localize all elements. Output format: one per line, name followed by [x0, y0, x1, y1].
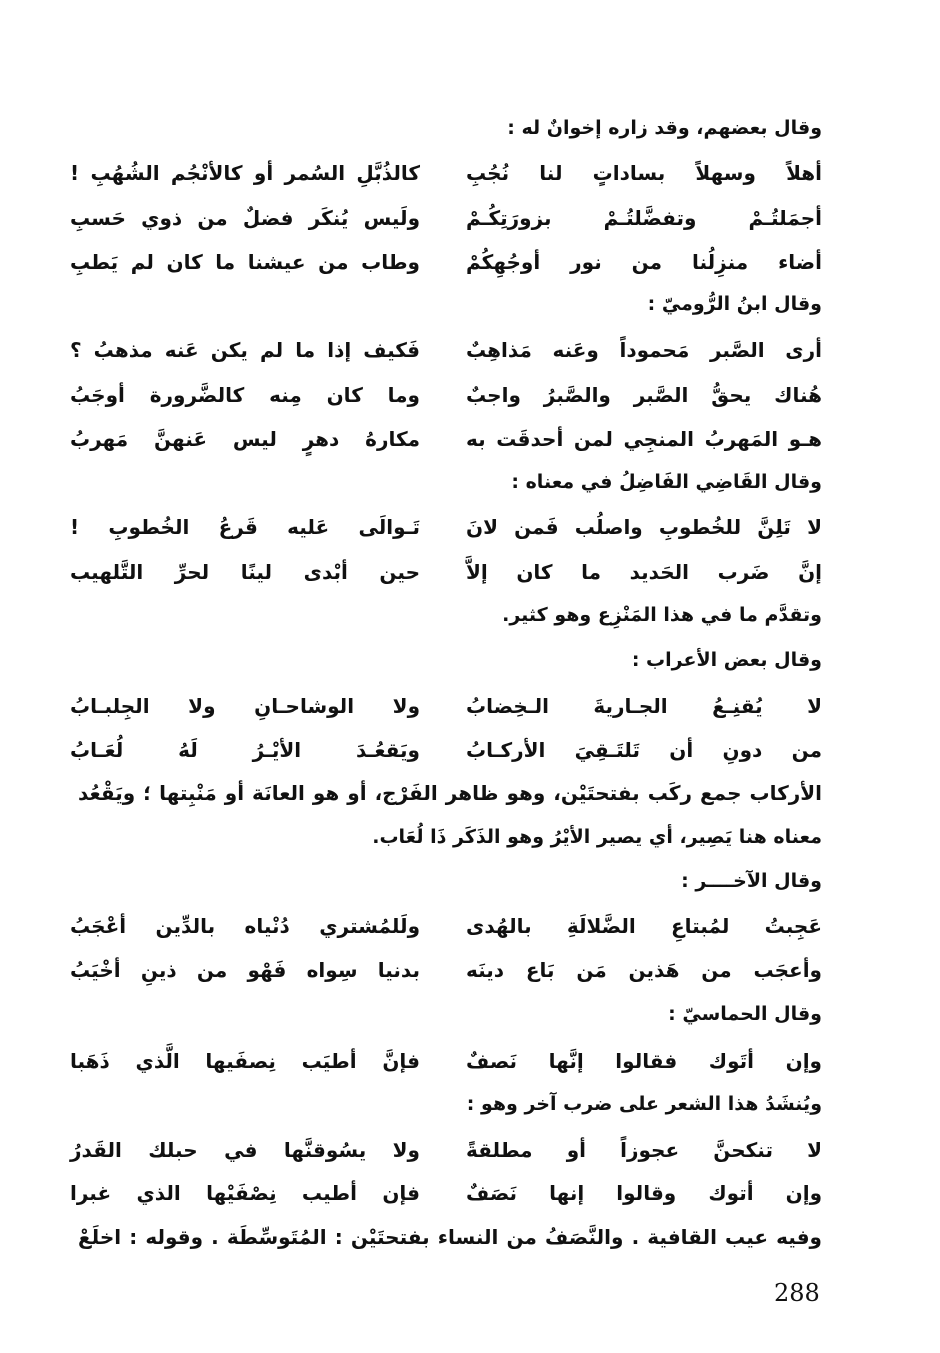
verse-hemistich-first: أجمَلتُـمْ وتفضَّلتُـمْ بزورَتِكُـمْ [466, 206, 822, 230]
verse-hemistich-first: وإن أتَوك فقالوا إنَّها نَصفٌ [466, 1049, 822, 1073]
prose-line: وقال بعض الأعراب : [631, 649, 822, 671]
verse-hemistich-first: هُناك يحقُّ الصَّبر والصَّبرُ واجبٌ [466, 383, 822, 407]
verse-hemistich-first: إنَّ ضَرب الحَديد ما كان إلاَّ [466, 560, 822, 584]
verse-hemistich-first: لا يُقنِـعُ الجـاريةَ الـخِضابُ [466, 694, 822, 718]
verse-hemistich-first: لا تَلِنَّ للخُطوبِ واصلُب فَمن لانَ [466, 515, 822, 539]
verse-hemistich-second: ولَلمُشتري دُنْياه بالدِّين أعْجَبُ [70, 914, 420, 938]
verse-hemistich-second: ولا يسُوقنَّها في حبلك القَدرُ [70, 1138, 420, 1162]
verse-hemistich-second: فإن أطيب نِصْفَيْها الذي غبرا [70, 1181, 420, 1205]
verse-hemistich-second: كالذُبَّلِ السُمر أو كالأنْجُم الشُهُبِ ! [70, 161, 420, 185]
verse-hemistich-second: وطاب من عيشنا ما كان لم يَطبِ [70, 250, 420, 274]
prose-line: ويُنشَدُ هذا الشعر على ضرب آخر وهو : [466, 1093, 822, 1115]
verse-hemistich-first: من دونِ أن تَلتَـقِيَ الأركـابُ [466, 738, 822, 762]
verse-hemistich-first: لا تنكحنَّ عجوزاً أو مطلقةً [466, 1138, 822, 1162]
prose-line: وقال الآخــــر : [681, 870, 822, 892]
verse-hemistich-second: مكارهُ دهرٍ ليس عَنهنَّ مَهربُ [70, 427, 420, 451]
prose-line: معناه هنا يَصِير، أي يصير الأيْرُ وهو الذَكَر ذَا لُعَاب. [372, 826, 822, 848]
prose-line: وقال القَاضِي الفَاضِلُ في معناه : [511, 471, 822, 493]
verse-hemistich-second: حين أبْدى لينًا لحرِّ التَّلهيب [70, 560, 420, 584]
verse-hemistich-first: وإن أتوك وقالوا إنها نَصَفٌ [466, 1181, 822, 1205]
verse-hemistich-second: وما كان مِنه كالضَّرورة أوجَبُ [70, 383, 420, 407]
verse-hemistich-first: أهلاً وسهلاً بساداتٍ لنا نُجُبِ [466, 161, 822, 185]
prose-line-full: وفيه عيب القافية . والنَّصَفُ من النساء بفتحتَيْن : المُتَوسِّطَة . وقوله : اخلَعْ [78, 1225, 822, 1249]
verse-hemistich-first: أرى الصَّبر مَحموداً وعَنه مَذاهِبٌ [466, 338, 822, 362]
prose-line: وقال الحماسيّ : [668, 1003, 822, 1025]
verse-hemistich-second: ولا الوشاحـانِ ولا الجِلبـابُ [70, 694, 420, 718]
prose-line: وقال ابنُ الرُّوميّ : [647, 293, 822, 315]
prose-line: وتقدَّم ما في هذا المَنْزِع وهو كثير. [502, 604, 822, 626]
verse-hemistich-first: وأعجَب من هَذين مَن بَاع دينَه [466, 958, 822, 982]
verse-hemistich-second: فإنَّ أطيَب نِصفَيها الَّذي ذَهَبا [70, 1049, 420, 1073]
verse-hemistich-second: فَكيف إذا ما لم يكن عَنه مذهبُ ؟ [70, 338, 420, 362]
verse-hemistich-first: عَجِبتُ لمُبتاعِ الضَّلالَةِ بالهُدى [466, 914, 822, 938]
verse-hemistich-first: أضاء منزِلُنا من نور أوجُهِكُمْ [466, 250, 822, 274]
page-number: 288 [774, 1279, 820, 1307]
prose-line-full: الأركاب جمع ركَب بفتحتَيْن، وهو ظاهر الفَرْج، أو هو العانَة أو مَنْبِتها ؛ ويَقْعُد [78, 781, 822, 805]
verse-hemistich-second: بدنيا سِواه فَهْو من ذينِ أخْيَبُ [70, 958, 420, 982]
verse-hemistich-first: هـو المَهربُ المنجِي لمن أحدقَت به [466, 427, 822, 451]
verse-hemistich-second: تَـوالَى عَليه قَرعُ الخُطوبِ ! [70, 515, 420, 539]
verse-hemistich-second: ولَيس يُنكَر فضلٌ من ذوي حَسبِ [70, 206, 420, 230]
prose-line: وقال بعضهم، وقد زاره إخوانٌ له : [507, 117, 822, 139]
verse-hemistich-second: ويَقعُـدَ الأيْـرُ لَهُ لُعَـابُ [70, 738, 420, 762]
